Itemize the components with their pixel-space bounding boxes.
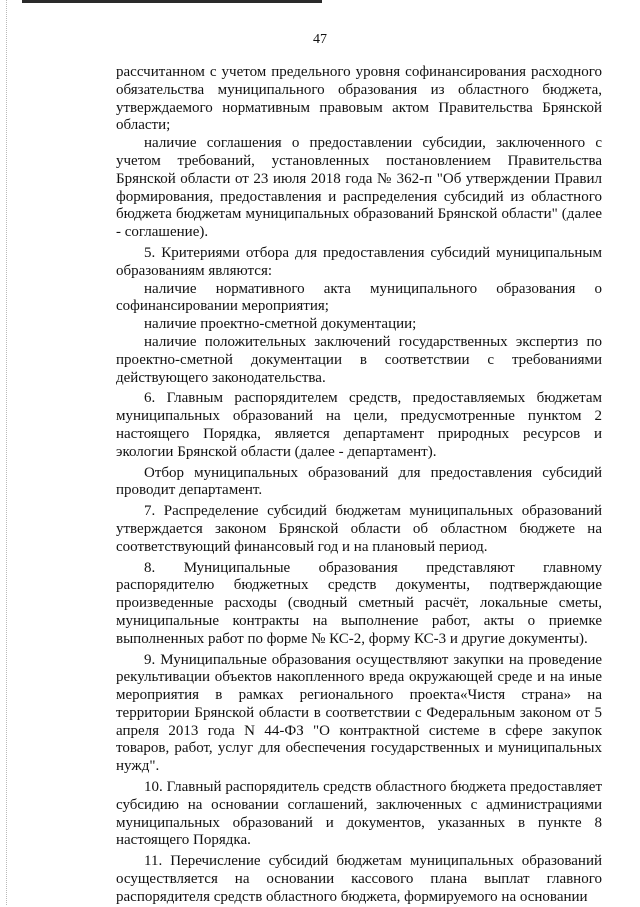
paragraph-item-6: 6. Главным распорядителем средств, предоставляемых бюджетам муниципальных образований на цели, предусмотренные пунктом 2 настоящего Порядка, является департамент природных ресурсов и экологии Брянской области (далее - департамент). <box>116 390 602 460</box>
paragraph-agreement-condition: наличие соглашения о предоставлении субсидии, заключенного с учетом требований, установленных постановлением Правительства Брянской области от 23 июля 2018 года № 362-п "Об утверждении Правил формирования, предоставления и распределения субсидий из областного бюджета бюджетам муниципальных образований Брянской области" (далее - соглашение). <box>116 135 602 241</box>
paragraph-criterion-normative-act: наличие нормативного акта муниципального образования о софинансировании мероприятия; <box>116 280 602 315</box>
paragraph-continuation: рассчитанном с учетом предельного уровня софинансирования расходного обязательства муниципального образования из областного бюджета, утверждаемого нормативным правовым актом Правительства Брянской области; <box>116 64 602 134</box>
paragraph-item-10: 10. Главный распорядитель средств областного бюджета предоставляет субсидию на основании соглашений, заключенных с администрациями муниципальных образований и документов, указанных в пункте 8 настоящего Порядка. <box>116 779 602 849</box>
page-number: 47 <box>313 32 327 47</box>
paragraph-criterion-expertise: наличие положительных заключений государственных экспертиз по проектно-сметной документации в соответствии с требованиями действующего законодательства. <box>116 333 602 386</box>
paragraph-item-9: 9. Муниципальные образования осуществляют закупки на проведение рекультивации объектов накопленного вреда окружающей среде и на иные мероприятия в рамках регионального проекта«Чистя страна» на территории Брянской области в соответствии с Федеральным законом от 5 апреля 2013 года N 44-ФЗ "О контрактной системе в сфере закупок товаров, работ, услуг для обеспечения государственных и муниципальных нужд". <box>116 651 602 775</box>
paragraph-selection: Отбор муниципальных образований для предоставления субсидий проводит департамент. <box>116 464 602 499</box>
top-border-line <box>22 0 322 3</box>
paragraph-item-5: 5. Критериями отбора для предоставления субсидий муниципальным образованиям являются: <box>116 244 602 279</box>
paragraph-item-7: 7. Распределение субсидий бюджетам муниципальных образований утверждается законом Брянской области об областном бюджете на соответствующий финансовый год и на плановый период. <box>116 503 602 555</box>
paragraph-item-11: 11. Перечисление субсидий бюджетам муниципальных образований осуществляется на основании кассового плана выплат главного распорядителя средств областного бюджета, формируемого на основании <box>116 853 602 905</box>
document-body <box>116 64 602 907</box>
paragraph-criterion-design-docs: наличие проектно-сметной документации; <box>144 316 417 333</box>
paragraph-item-8: 8. Муниципальные образования представляют главному распорядителю бюджетных средств документы, подтверждающие произведенные расходы (сводный сметный расчёт, локальные сметы, муниципальные контракты на выполнение работ, акты о приемке выполненных работ по форме № КС-2, форму КС-3 и другие документы). <box>116 559 602 647</box>
scan-left-edge <box>6 0 8 905</box>
